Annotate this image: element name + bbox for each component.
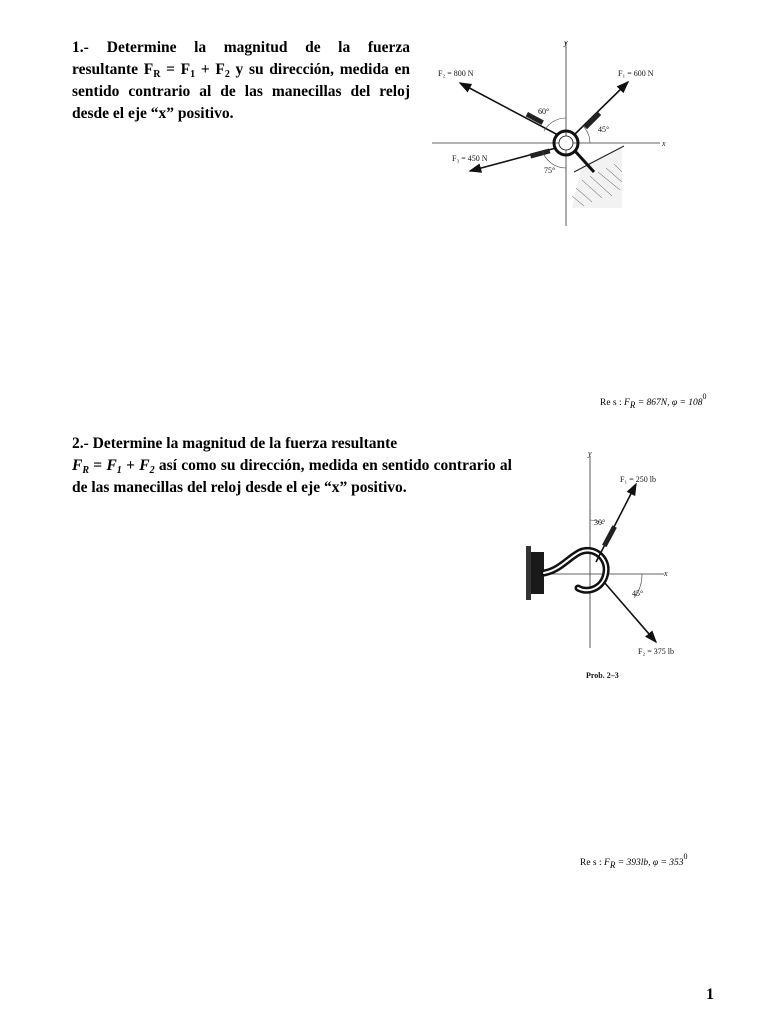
angle-45-label: 45° [632, 589, 644, 598]
problem-2-force-diagram [520, 448, 710, 688]
figure-caption: Prob. 2–3 [586, 671, 619, 680]
problem-1-number: 1.- [72, 39, 89, 56]
force-f3-label: F₃ = 450 N [452, 154, 488, 163]
problem-1-line-4: reloj desde el eje “x” positivo. [72, 83, 410, 122]
angle-45-label: 45° [598, 125, 610, 134]
force-f2-label: F₂ = 800 N [438, 69, 474, 78]
problem-1-line-2: resultante $F_R = F_1 + F_2$ y su dirección, medida [72, 61, 389, 80]
force-f2-arrow [604, 582, 656, 642]
page-number: 1 [706, 986, 714, 1003]
angle-75-label: 75° [544, 166, 556, 175]
x-axis-label: x [664, 569, 668, 578]
x-axis-label: x [662, 139, 666, 148]
y-axis-label: y [564, 38, 568, 47]
force-f2-label: F₂ = 375 lb [638, 647, 674, 656]
problem-2-line-4: positivo. [351, 479, 407, 496]
force-f1-label: F₁ = 250 lb [620, 475, 656, 484]
problem-2-statement [72, 433, 512, 499]
problem-1-statement [72, 37, 410, 125]
problem-2-line-3: contrario al de las manecillas del reloj desde el eje “x” [72, 457, 512, 496]
problem-2-line-2: $F_R = F_1 + F_2$ así como su dirección, medida en sentido [72, 457, 430, 476]
y-axis-label: y [588, 449, 592, 458]
problem-2-answer: Re s : $F_R = 393lb$, $\varphi = 353^0$ [580, 852, 688, 870]
problem-1-line-3: en sentido contrario al de las manecillas del [72, 61, 411, 100]
force-f1-label: F₁ = 600 N [618, 69, 654, 78]
angle-60-label: 60° [538, 107, 550, 116]
problem-1-line-1: Determine la magnitud de la fuerza [106, 39, 410, 56]
problem-2-number: 2.- [72, 435, 89, 452]
problem-2-line-1: Determine la magnitud de la fuerza resultante [92, 435, 398, 452]
angle-30-label: 30° [594, 518, 606, 527]
problem-1-answer: Re s : $F_R = 867N$, $\varphi = 108^0$ [600, 392, 707, 410]
problem-1-force-diagram [432, 38, 712, 238]
